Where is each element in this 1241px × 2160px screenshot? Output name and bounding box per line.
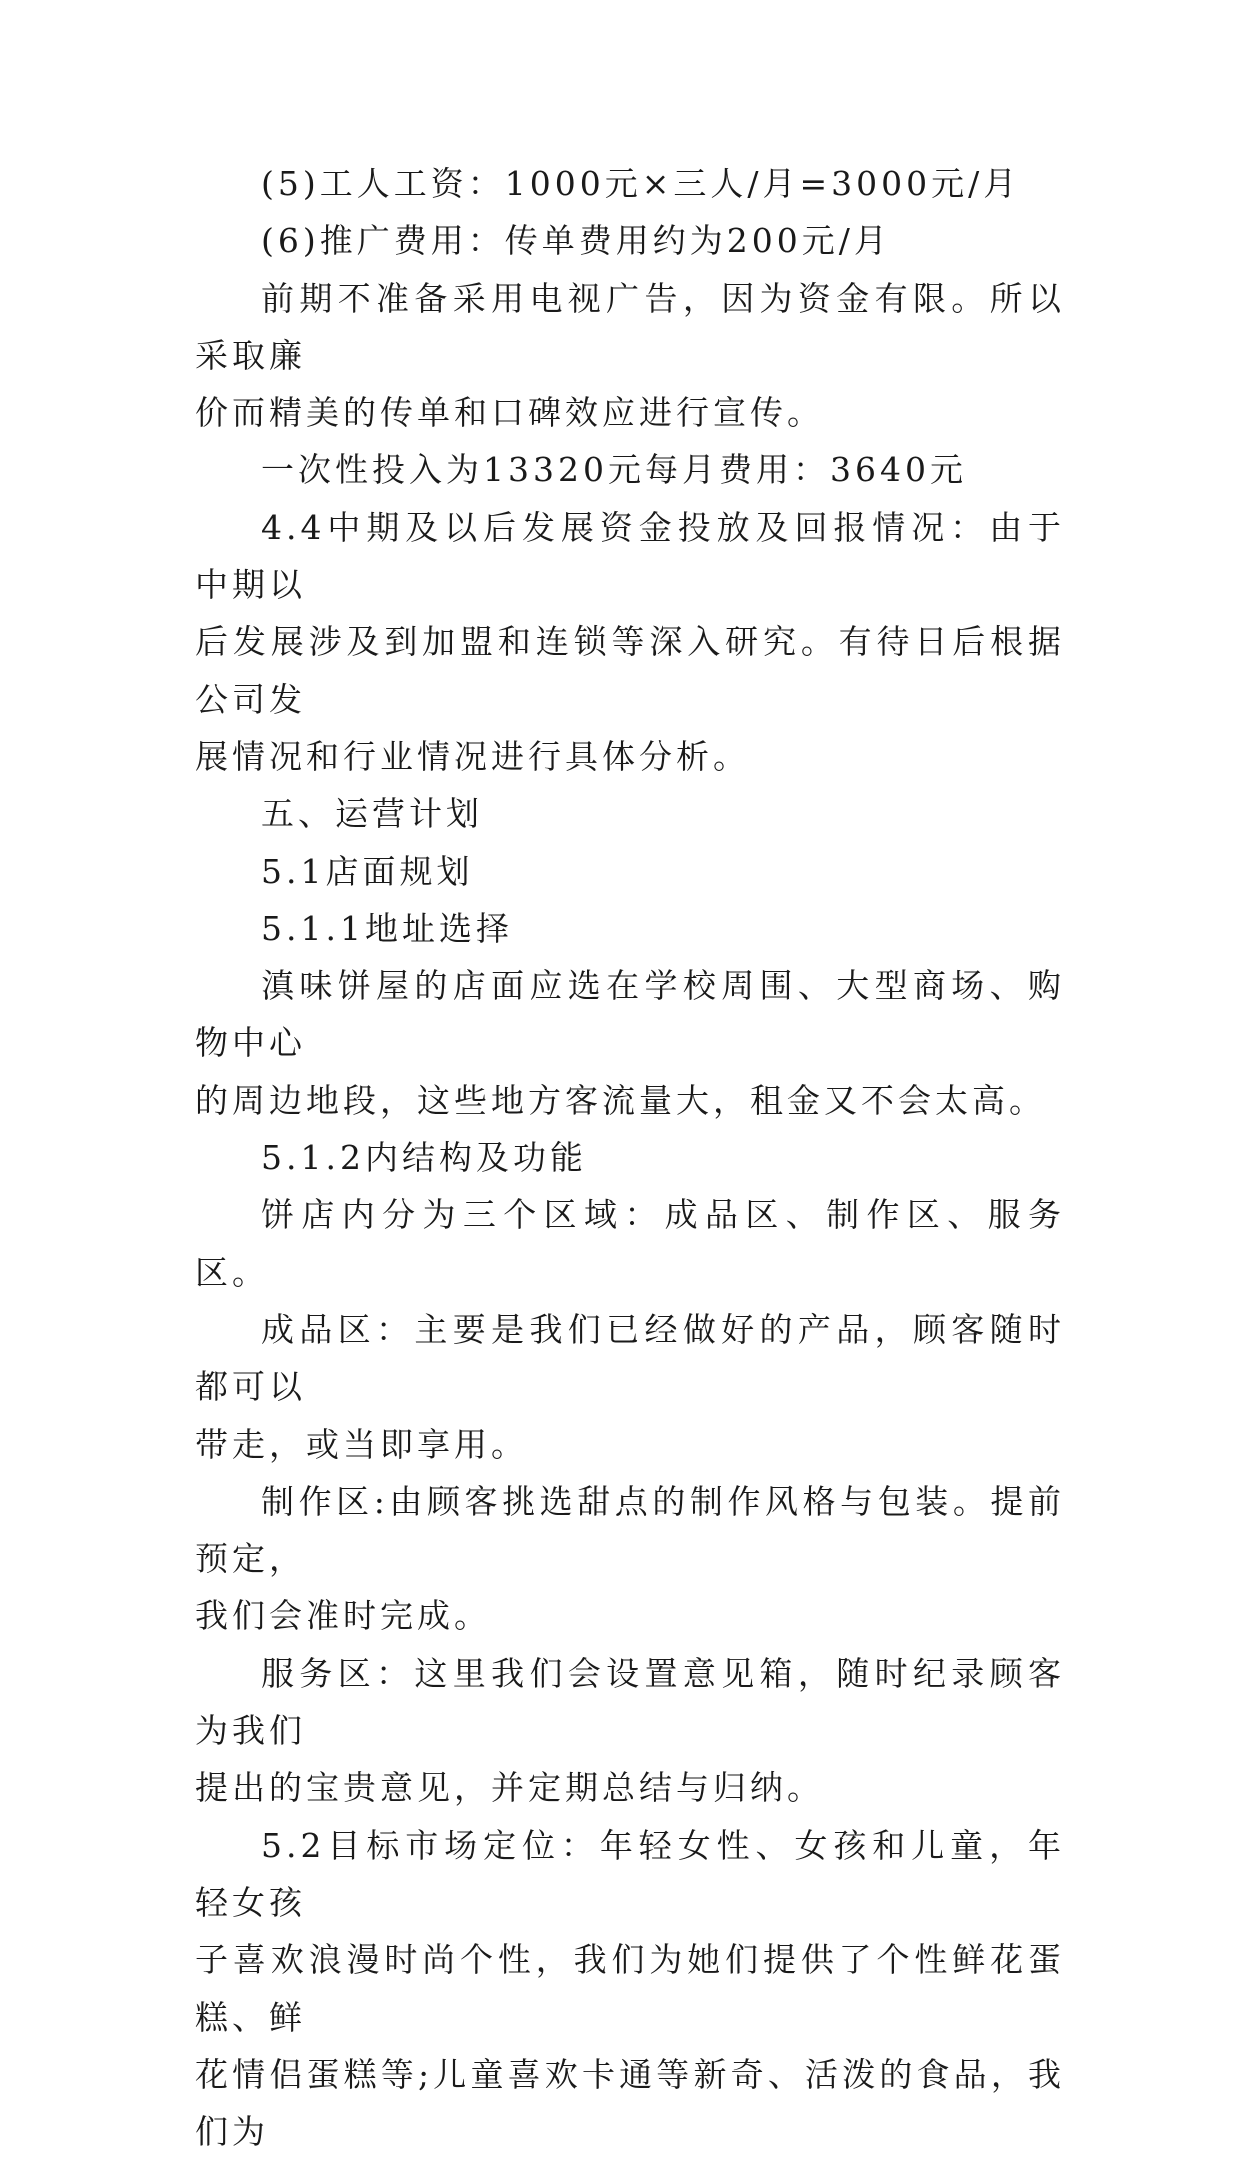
- text-line: 滇味饼屋的店面应选在学校周围、大型商场、购物中心: [195, 966, 1065, 1063]
- text-line: 5.2目标市场定位：年轻女性、女孩和儿童，年轻女孩: [195, 1825, 1065, 1922]
- text-line: 4.4中期及以后发展资金投放及回报情况：由于中期以: [195, 507, 1065, 605]
- text-line: 成品区：主要是我们已经做好的产品，顾客随时都可以: [195, 1309, 1065, 1407]
- subsection-heading: 5.1店面规划: [261, 851, 474, 891]
- document-body: [195, 155, 1065, 2160]
- text-line: (6)推广费用：传单费用约为200元/月: [261, 221, 891, 261]
- text-line: 我们会准时完成。: [195, 1596, 491, 1636]
- section-heading: 五、运营计划: [261, 794, 483, 834]
- text-line: 前期不准备采用电视广告，因为资金有限。所以采取廉: [195, 278, 1065, 375]
- text-line: 提出的宝贵意见，并定期总结与归纳。: [195, 1768, 824, 1808]
- text-line: 制作区:由顾客挑选甜点的制作风格与包装。提前预定，: [195, 1481, 1065, 1579]
- text-line: 展情况和行业情况进行具体分析。: [195, 736, 750, 776]
- text-line: 饼店内分为三个区域：成品区、制作区、服务区。: [195, 1195, 1065, 1292]
- subsection-heading: 5.1.2内结构及功能: [261, 1138, 587, 1178]
- text-line: 价而精美的传单和口碑效应进行宣传。: [195, 393, 824, 433]
- text-line: 子喜欢浪漫时尚个性，我们为她们提供了个性鲜花蛋糕、鲜: [195, 1940, 1065, 2037]
- text-line: 后发展涉及到加盟和连锁等深入研究。有待日后根据公司发: [195, 622, 1065, 719]
- text-line: 花情侣蛋糕等;儿童喜欢卡通等新奇、活泼的食品，我们为: [195, 2054, 1065, 2152]
- text-line: 一次性投入为13320元每月费用：3640元: [261, 450, 967, 490]
- text-line: 服务区：这里我们会设置意见箱，随时纪录顾客为我们: [195, 1653, 1065, 1751]
- text-line: 的周边地段，这些地方客流量大，租金又不会太高。: [195, 1080, 1046, 1120]
- subsection-heading: 5.1.1地址选择: [261, 908, 513, 948]
- text-line: (5)工人工资：1000元×三人/月=3000元/月: [261, 164, 1021, 203]
- text-line: 带走，或当即享用。: [195, 1424, 528, 1464]
